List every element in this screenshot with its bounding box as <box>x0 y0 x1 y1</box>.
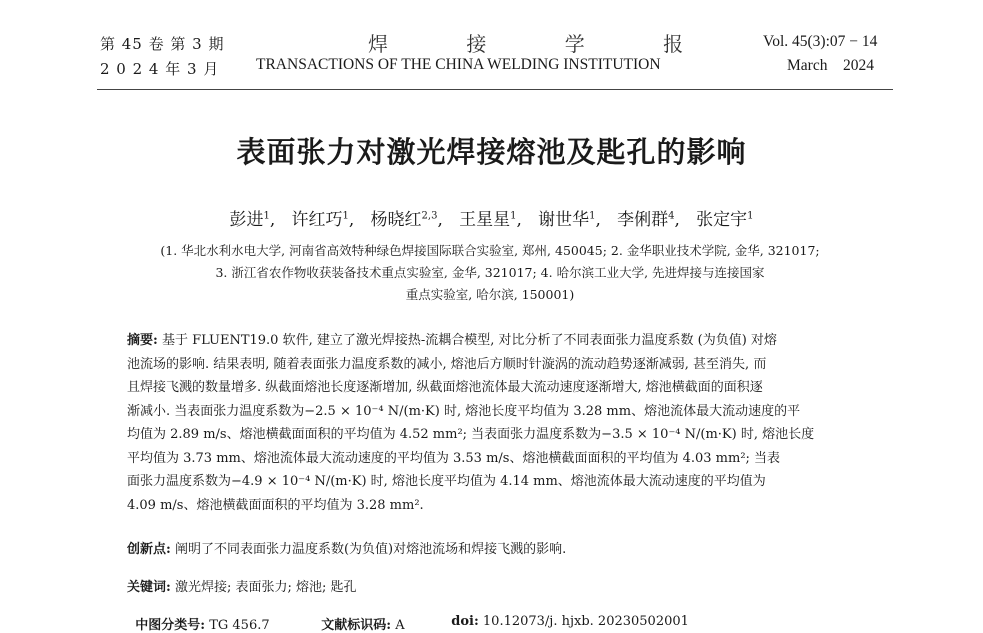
keywords-label: 关键词: <box>127 580 171 595</box>
author: 李俐群$^4$ <box>617 210 675 230</box>
header-rule <box>97 89 893 90</box>
abstract-line: 面张力温度系数为−4.9 × 10⁻⁴ N/(m·K) 时, 熔池长度平均值为 4.14 mm、熔池流体最大流动速度的平均值为 <box>127 474 766 489</box>
journal-title-cn: 焊 接 学 报 <box>368 32 720 56</box>
author: 彭进$^1$ <box>229 210 270 230</box>
keywords <box>127 576 356 595</box>
doc-value: A <box>391 618 405 633</box>
affiliation-line: (1. 华北水利水电大学, 河南省高效特种绿色焊接国际联合实验室, 郑州, 450045; 2. 金华职业技术学院, 金华, 321017; <box>160 243 820 258</box>
classification-line <box>127 599 270 633</box>
abstract-line: 摘要: 基于 FLUENT19.0 软件, 建立了激光焊接热-流耦合模型, 对比分析了不同表面张力温度系数 (为负值) 对熔 <box>127 333 777 348</box>
abstract-line: 均值为 2.89 m/s、熔池横截面面积的平均值为 4.52 mm²; 当表面张力温度系数为−3.5 × 10⁻⁴ N/(m·K) 时, 熔池长度 <box>127 427 815 442</box>
doi-label: doi: <box>451 614 479 629</box>
volume-issue-cn: 第 45 卷 第 3 期 <box>100 35 225 53</box>
doi <box>443 599 689 629</box>
date-cn: 2 0 2 4 年 3 月 <box>100 60 220 78</box>
innovation-text: 阐明了不同表面张力温度系数(为负值)对熔池流场和焊接飞溅的影响. <box>170 542 567 557</box>
innovation-point <box>127 538 566 557</box>
innovation-label: 创新点: <box>127 542 171 557</box>
author: 谢世华$^1$ <box>538 210 596 230</box>
author: 王星星$^1$ <box>459 210 517 230</box>
doi-value: 10.12073/j. hjxb. 20230502001 <box>478 614 689 629</box>
abstract-line: 渐减小. 当表面张力温度系数为−2.5 × 10⁻⁴ N/(m·K) 时, 熔池长度平均值为 3.28 mm、熔池流体最大流动速度的平 <box>127 403 801 419</box>
doc-code <box>313 599 405 633</box>
abstract-line: 且焊接飞溅的数量增多. 纵截面熔池长度逐渐增加, 纵截面熔池流体最大流动速度逐渐增大, 熔池横截面的面积逐 <box>127 380 763 395</box>
abstract <box>127 329 867 517</box>
date-en: March 2024 <box>787 57 874 74</box>
author: 杨晓红$^{2,3}$ <box>370 210 438 230</box>
abstract-line: 平均值为 3.73 mm、熔池流体最大流动速度的平均值为 3.53 m/s、熔池横截面面积的平均值为 4.03 mm²; 当表 <box>127 450 781 466</box>
affiliation-line: 3. 浙江省农作物收获装备技术重点实验室, 金华, 321017; 4. 哈尔滨工业大学, 先进焊接与连接国家 <box>215 265 765 280</box>
abstract-line: 4.09 m/s、熔池横截面面积的平均值为 3.28 mm². <box>127 497 424 513</box>
author: 许红巧$^1$ <box>291 210 349 230</box>
abstract-label: 摘要: <box>127 333 158 348</box>
clc-value: TG 456.7 <box>205 618 270 633</box>
keywords-text: 激光焊接; 表面张力; 熔池; 匙孔 <box>170 580 357 595</box>
author-list: 彭进$^1$, 许红巧$^1$, 杨晓红$^{2,3}$, 王星星$^1$, 谢世华$^1$, 李俐群$^4$, 张定宇$^1$ <box>229 210 754 230</box>
clc-label: 中图分类号: <box>135 618 206 633</box>
abstract-line: 池流场的影响. 结果表明, 随着表面张力温度系数的减小, 熔池后方顺时针漩涡的流动趋势逐渐减弱, 甚至消失, 而 <box>127 356 767 372</box>
journal-title-en: TRANSACTIONS OF THE CHINA WELDING INSTITUTION <box>256 56 661 73</box>
doc-label: 文献标识码: <box>321 618 392 633</box>
volume-pages-en: Vol. 45(3):07 − 14 <box>763 33 878 50</box>
affiliation-line: 重点实验室, 哈尔滨, 150001) <box>405 287 575 302</box>
paper-title: 表面张力对激光焊接熔池及匙孔的影响 <box>236 135 747 169</box>
author: 张定宇$^1$ <box>696 210 754 230</box>
